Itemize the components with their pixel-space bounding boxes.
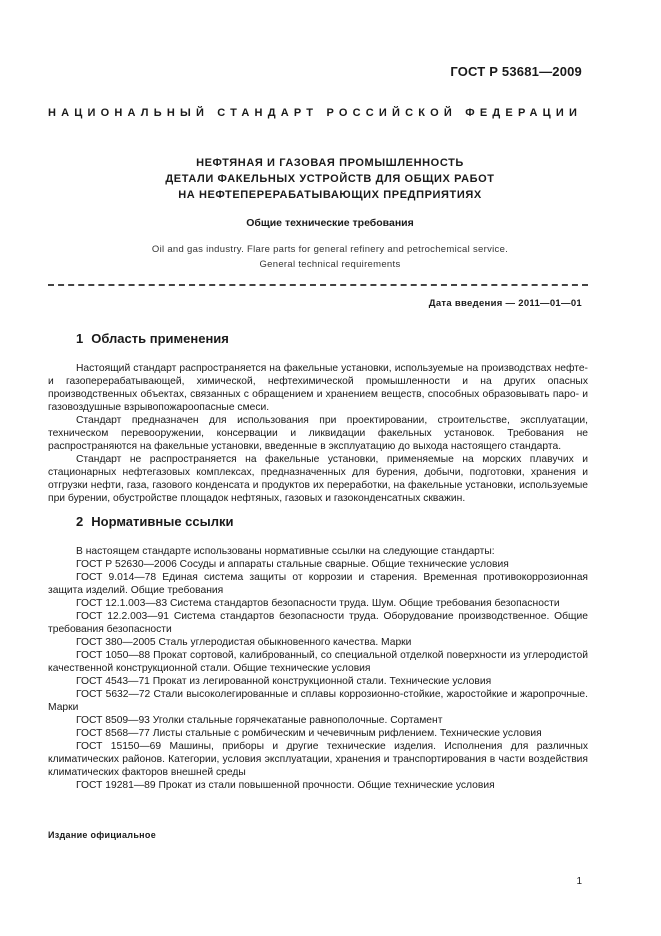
reference-item: ГОСТ 380—2005 Сталь углеродистая обыкновенного качества. Марки xyxy=(76,637,412,648)
paragraph: Настоящий стандарт распространяется на факельные установки, используемые на производствах нефте- и газоперерабатывающей, химической, нефтехимической промышленности и на других опасных производственных объектах, связанных с обращением и хранением веществ, способных образовывать паро- и газовоздушные взрывопожароопасные смеси. xyxy=(48,363,588,413)
reference-item: ГОСТ 4543—71 Прокат из легированной конструкционной стали. Технические условия xyxy=(76,676,492,687)
official-edition-note: Издание официальное xyxy=(48,830,157,840)
document-title xyxy=(80,155,580,203)
english-title-line: Oil and gas industry. Flare parts for general refinery and petrochemical service. xyxy=(151,244,509,255)
section-2-body xyxy=(48,545,588,792)
english-title-line: General technical requirements xyxy=(259,259,401,270)
standard-number: ГОСТ Р 53681—2009 xyxy=(450,64,582,79)
section-1-body xyxy=(48,362,588,505)
reference-item: ГОСТ 15150—69 Машины, приборы и другие технические изделия. Исполнения для различных климатических районов. Категории, условия эксплуатации, хранения и транспортирования в части воздействия климатических факторов внешней среды xyxy=(48,741,588,778)
intro-date: Дата введения — 2011—01—01 xyxy=(428,298,582,309)
reference-item: ГОСТ 5632—72 Стали высоколегированные и сплавы коррозионно-стойкие, жаростойкие и жаропрочные. Марки xyxy=(48,689,588,713)
title-line: НЕФТЯНАЯ И ГАЗОВАЯ ПРОМЫШЛЕННОСТЬ xyxy=(196,157,464,169)
reference-item: ГОСТ 12.2.003—91 Система стандартов безопасности труда. Оборудование производственное. Общие требования безопасности xyxy=(48,611,588,635)
reference-item: ГОСТ 19281—89 Прокат из стали повышенной прочности. Общие технические условия xyxy=(76,780,495,791)
section-title: Область применения xyxy=(91,331,229,346)
national-standard-banner: НАЦИОНАЛЬНЫЙ СТАНДАРТ РОССИЙСКОЙ ФЕДЕРАЦИИ xyxy=(48,107,583,119)
paragraph: Стандарт предназначен для использования при проектировании, строительстве, эксплуатации, техническом перевооружении, консервации и ликвидации факельных установок. Требования не распространяются на факельные установки, введенные в эксплуатацию до выхода настоящего стандарта. xyxy=(48,415,588,452)
page-number: 1 xyxy=(576,876,582,887)
english-title xyxy=(80,242,580,272)
title-line: ДЕТАЛИ ФАКЕЛЬНЫХ УСТРОЙСТВ ДЛЯ ОБЩИХ РАБОТ xyxy=(165,173,495,185)
document-subtitle: Общие технические требования xyxy=(246,217,414,229)
section-number: 1 xyxy=(76,331,84,346)
title-line: НА НЕФТЕПЕРЕРАБАТЫВАЮЩИХ ПРЕДПРИЯТИЯХ xyxy=(178,189,482,201)
paragraph: В настоящем стандарте использованы нормативные ссылки на следующие стандарты: xyxy=(76,546,495,557)
section-title: Нормативные ссылки xyxy=(91,514,234,529)
reference-item: ГОСТ 9.014—78 Единая система защиты от коррозии и старения. Временная противокоррозионная защита изделий. Общие требования xyxy=(48,572,588,596)
reference-item: ГОСТ 12.1.003—83 Система стандартов безопасности труда. Шум. Общие требования безопасности xyxy=(76,598,560,609)
section-number: 2 xyxy=(76,514,84,529)
reference-item: ГОСТ 8509—93 Уголки стальные горячекатаные равнополочные. Сортамент xyxy=(76,715,443,726)
reference-item: ГОСТ Р 52630—2006 Сосуды и аппараты стальные сварные. Общие технические условия xyxy=(76,559,509,570)
section-1-heading xyxy=(76,331,237,346)
reference-item: ГОСТ 1050—88 Прокат сортовой, калиброванный, со специальной отделкой поверхности из углеродистой качественной конструкционной стали. Общие технические условия xyxy=(48,650,588,674)
reference-item: ГОСТ 8568—77 Листы стальные с ромбическим и чечевичным рифлением. Технические условия xyxy=(76,728,542,739)
title-divider xyxy=(48,284,588,286)
paragraph: Стандарт не распространяется на факельные установки, применяемые на морских плавучих и стационарных нефтегазовых комплексах, предназначенных для бурения, добычи, подготовки, хранения и отгрузки нефти, газа, газового конденсата и продуктов их переработки, на факельные установки, используемые при бурении, обустройстве площадок нефтяных, газовых и газоконденсатных скважин. xyxy=(48,454,588,504)
section-2-heading xyxy=(76,514,241,529)
